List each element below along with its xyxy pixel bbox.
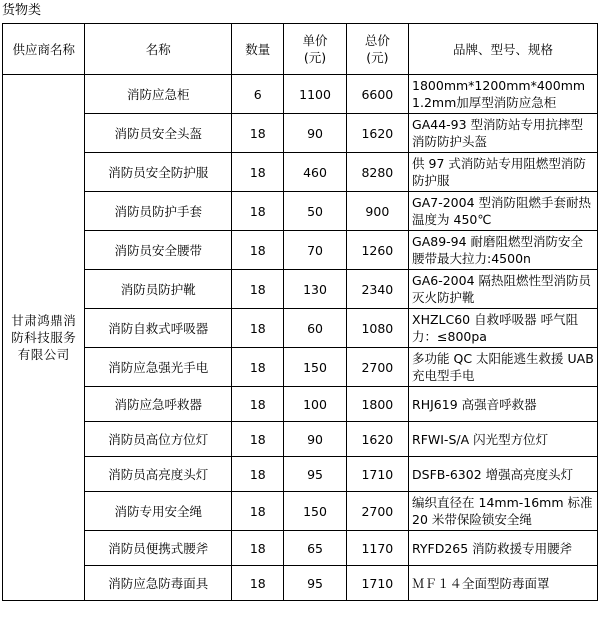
header-unit-price-line1: 单价 (302, 33, 328, 48)
item-unit-price: 60 (284, 309, 346, 348)
table-row (3, 457, 598, 492)
item-spec: 多功能 QC 太阳能逃生救援 UAB 充电型手电 (409, 348, 598, 387)
item-spec: GA44-93 型消防站专用抗摔型消防防护头盔 (409, 114, 598, 153)
table-row (3, 153, 598, 192)
item-unit-price: 65 (284, 531, 346, 566)
item-total-price: 1800 (346, 387, 408, 422)
item-total-price: 6600 (346, 75, 408, 114)
table-row (3, 566, 598, 601)
item-total-price: 8280 (346, 153, 408, 192)
item-spec: GA6-2004 隔热阻燃性型消防员灭火防护靴 (409, 270, 598, 309)
item-qty: 18 (232, 114, 284, 153)
item-name: 消防员便携式腰斧 (85, 531, 232, 566)
item-spec: GA7-2004 型消防阻燃手套耐热温度为 450℃ (409, 192, 598, 231)
item-name: 消防专用安全绳 (85, 492, 232, 531)
item-spec: DSFB-6302 增强高亮度头灯 (409, 457, 598, 492)
item-qty: 18 (232, 457, 284, 492)
header-unit-price-line2: (元) (303, 50, 327, 65)
item-unit-price: 90 (284, 422, 346, 457)
category-title: 货物类 (2, 3, 42, 18)
item-qty: 18 (232, 231, 284, 270)
item-spec: XHZLC60 自救呼吸器 呼气阻力：≤800pa (409, 309, 598, 348)
item-unit-price: 150 (284, 348, 346, 387)
table-row (3, 387, 598, 422)
item-name: 消防应急强光手电 (85, 348, 232, 387)
item-total-price: 1620 (346, 114, 408, 153)
item-spec: 供 97 式消防站专用阻燃型消防防护服 (409, 153, 598, 192)
item-total-price: 2340 (346, 270, 408, 309)
header-total-price-line1: 总价 (364, 33, 390, 48)
table-row (3, 422, 598, 457)
item-name: 消防员高位方位灯 (85, 422, 232, 457)
item-total-price: 1710 (346, 566, 408, 601)
header-total-price (346, 24, 408, 75)
item-name: 消防应急柜 (85, 75, 232, 114)
header-name: 名称 (85, 24, 232, 75)
item-unit-price: 1100 (284, 75, 346, 114)
item-name: 消防员防护手套 (85, 192, 232, 231)
item-qty: 18 (232, 309, 284, 348)
item-name: 消防员安全腰带 (85, 231, 232, 270)
table-row (3, 231, 598, 270)
item-total-price: 1620 (346, 422, 408, 457)
goods-table (2, 23, 598, 601)
item-name: 消防自救式呼吸器 (85, 309, 232, 348)
item-unit-price: 95 (284, 457, 346, 492)
item-name: 消防员安全防护服 (85, 153, 232, 192)
table-row (3, 531, 598, 566)
goods-table-body (3, 24, 598, 601)
item-qty: 18 (232, 492, 284, 531)
supplier-name-cell: 甘肃鸿鼎消防科技服务有限公司 (3, 75, 85, 601)
table-row (3, 309, 598, 348)
item-unit-price: 50 (284, 192, 346, 231)
item-unit-price: 95 (284, 566, 346, 601)
item-qty: 18 (232, 153, 284, 192)
item-unit-price: 460 (284, 153, 346, 192)
item-unit-price: 130 (284, 270, 346, 309)
table-row (3, 348, 598, 387)
item-total-price: 900 (346, 192, 408, 231)
item-qty: 18 (232, 422, 284, 457)
table-row (3, 75, 598, 114)
item-name: 消防应急防毒面具 (85, 566, 232, 601)
table-row (3, 192, 598, 231)
item-unit-price: 100 (284, 387, 346, 422)
item-total-price: 1710 (346, 457, 408, 492)
item-total-price: 2700 (346, 492, 408, 531)
item-qty: 18 (232, 348, 284, 387)
item-name: 消防员安全头盔 (85, 114, 232, 153)
header-qty: 数量 (232, 24, 284, 75)
item-spec: 1800mm*1200mm*400mm 1.2mm加厚型消防应急柜 (409, 75, 598, 114)
header-supplier: 供应商名称 (3, 24, 85, 75)
item-spec: RYFD265 消防救援专用腰斧 (409, 531, 598, 566)
item-unit-price: 150 (284, 492, 346, 531)
table-row (3, 492, 598, 531)
item-total-price: 1260 (346, 231, 408, 270)
item-name: 消防员防护靴 (85, 270, 232, 309)
item-unit-price: 90 (284, 114, 346, 153)
item-qty: 18 (232, 531, 284, 566)
item-spec: ＭＦ１４全面型防毒面罩 (409, 566, 598, 601)
item-total-price: 1080 (346, 309, 408, 348)
item-name: 消防员高亮度头灯 (85, 457, 232, 492)
item-spec: 编织直径在 14mm-16mm 标准 20 米带保险锁安全绳 (409, 492, 598, 531)
table-row (3, 270, 598, 309)
header-total-price-line2: (元) (366, 50, 389, 65)
item-qty: 18 (232, 192, 284, 231)
item-total-price: 2700 (346, 348, 408, 387)
item-name: 消防应急呼救器 (85, 387, 232, 422)
item-spec: GA89-94 耐磨阻燃型消防安全腰带最大拉力:4500n (409, 231, 598, 270)
item-spec: RHJ619 高强音呼救器 (409, 387, 598, 422)
table-row (3, 114, 598, 153)
item-qty: 18 (232, 387, 284, 422)
item-total-price: 1170 (346, 531, 408, 566)
header-unit-price (284, 24, 346, 75)
item-spec: RFWI-S/A 闪光型方位灯 (409, 422, 598, 457)
table-header-row (3, 24, 598, 75)
item-qty: 18 (232, 566, 284, 601)
item-unit-price: 70 (284, 231, 346, 270)
item-qty: 18 (232, 270, 284, 309)
item-qty: 6 (232, 75, 284, 114)
header-spec: 品牌、型号、规格 (409, 24, 598, 75)
